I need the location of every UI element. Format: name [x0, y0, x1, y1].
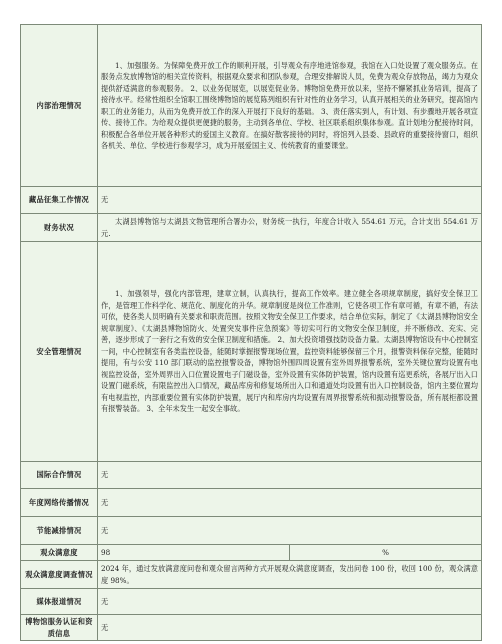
label-security: 安全管理情况 [21, 242, 98, 462]
label-certification: 博物馆服务认证和资质信息 [21, 615, 98, 641]
text-media: 无 [98, 589, 482, 615]
row-satisfaction [21, 545, 482, 561]
text-certification: 无 [98, 615, 482, 641]
text-internal-governance: 1、加强服务。为保障免费开放工作的顺利开展，引导观众有序地进馆参观，我馆在入口处设置了观众服务点。在服务点发放博物馆的相关宣传资料，根据观众要求和团队参观，合理安排解说人员，免费为观众存放物品，竭力为观众提供舒适满意的参观服务。 2、以业务促展览，以展览促业务。博物馆免费开放以来，坚持不懈紧抓业务培训，提高了接待水平。经常性组织全馆职工围绕博物馆的展览陈列组织有针对性的业务学习，认真开展相关的业务研究，提高馆内职工的业务能力，从而为免费开放工作的深入开展打下良好的基础。 3、责任落实到人，有计划、有步骤地开展各项宣传、接待工作。为给观众提供更便捷的服务，主动到各单位、学校、社区联系组织集体参观。直计划地分配接待时间，积极配合各单位开展各种形式的爱国主义教育。在搞好散客接待的同时，将馆列入县委、县政府的重要接待窗口，组织各机关、单位、学校进行参观学习，成为开展爱国主义、传统教育的重要课堂。 [101, 60, 478, 150]
row-certification [21, 615, 482, 641]
value-satisfaction: 98 [98, 545, 290, 561]
row-satisfaction-survey [21, 561, 482, 589]
row-security [21, 242, 482, 462]
text-finance: 太湖县博物馆与太湖县文物管理所合署办公，财务统一执行，年度合计收入 554.61 万元，合计支出 554.61 万元. [101, 217, 478, 238]
text-security: 1、加强领导，强化内部管理，建章立制，认真执行，提高工作效率。建立健全各项规章制度，搞好安全保卫工作，是管理工作科学化、规范化、制度化的升华。规章制度是岗位工作准则，它使各项工作有章可循，有章不循，有法可依，使各类人员明确有关要求和职责范围。按照文物安全保卫工作要求，结合单位实际，制定了《太湖县博物馆安全规章制度》、《太湖县博物馆防火、处置突发事件应急预案》等切实可行的文物安全保卫制度，并不断修改、充实、完善，逐步形成了一套行之有效的安全保卫制度和措施。 2、加大投资增强技防设备力量。太湖县博物馆设有中心控制室一间，中心控制室有各类监控设备，能随时掌握报警现场位置，监控资料能够保留三个月，报警资料保存完整，能随时提用，有与公安 110 部门联动的监控报警设备，博物馆外围四周设置有室外周界报警系统，室外关键位置均设置有电视监控设备，室外周界出入口位置设置电子门磁设备，室外设置有实体防护装置，馆内设置有巡更系统，各展厅出入口设置门磁系统，有限监控出入口情况，藏品库房和修复场所出入口和通道处均设置有出入口控制设备，馆内主要位置均有电视监控，内部重要位置有实体防护装置，展厅内和库房内均设置有周界报警系统和振动报警设备，所有展柜都设置有报警装备。 3、全年未发生一起安全事故。 [101, 289, 478, 414]
content-security [98, 242, 482, 462]
museum-report-table [20, 24, 482, 641]
label-energy: 节能减排情况 [21, 517, 98, 545]
row-media [21, 589, 482, 615]
row-internal-governance [21, 25, 482, 187]
label-media: 媒体报道情况 [21, 589, 98, 615]
text-energy: 无 [98, 517, 482, 545]
row-international [21, 462, 482, 489]
label-international: 国际合作情况 [21, 462, 98, 489]
row-energy [21, 517, 482, 545]
text-satisfaction-survey: 2024 年，通过发放满意度问卷和观众留言两种方式开展观众满意度调查，发出问卷 100 份，收回 100 份，观众满意度 98%。 [98, 561, 482, 589]
content-internal-governance [98, 25, 482, 187]
text-collection-acquisition: 无 [98, 187, 482, 214]
label-finance: 财务状况 [21, 214, 98, 242]
label-collection-acquisition: 藏品征集工作情况 [21, 187, 98, 214]
row-finance [21, 214, 482, 242]
unit-satisfaction: % [290, 545, 482, 561]
content-finance [98, 214, 482, 242]
label-internal-governance: 内部治理情况 [21, 25, 98, 187]
label-annual-network: 年度网络传播情况 [21, 489, 98, 517]
text-annual-network: 无 [98, 489, 482, 517]
label-satisfaction-survey: 观众满意度调查情况 [21, 561, 98, 589]
row-annual-network [21, 489, 482, 517]
row-collection-acquisition [21, 187, 482, 214]
label-satisfaction: 观众满意度 [21, 545, 98, 561]
text-international: 无 [98, 462, 482, 489]
